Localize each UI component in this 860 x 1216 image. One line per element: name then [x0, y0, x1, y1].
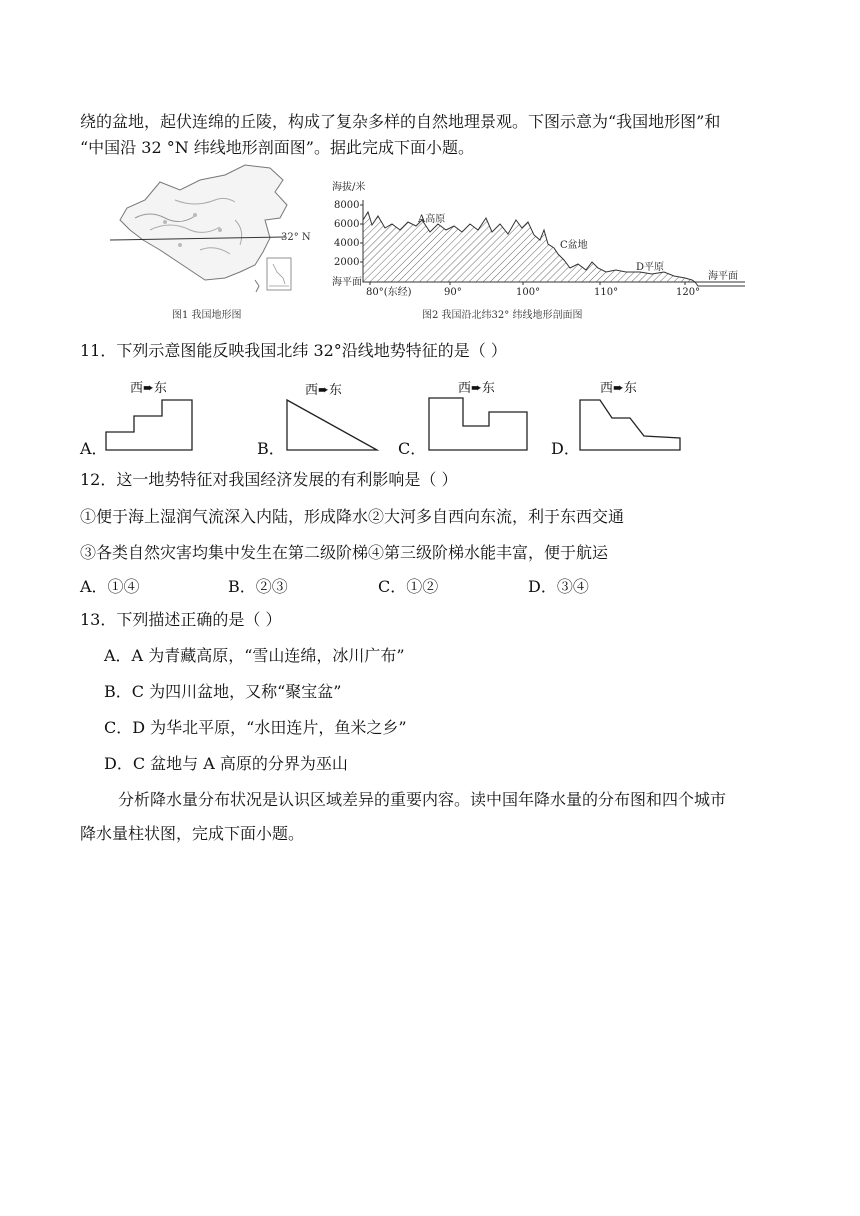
q11-option-b-diagram[interactable] [285, 398, 380, 452]
figure-1-caption: 图1 我国地形图 [172, 310, 242, 321]
q11-option-d-label[interactable]: D． [551, 439, 580, 458]
y-tick-4000: 4000 [334, 238, 360, 249]
label-a-plateau: A高原 [418, 214, 446, 225]
figure-2-profile [330, 180, 755, 300]
x-tick-100: 100° [516, 287, 541, 298]
y-tick-2000: 2000 [334, 257, 360, 268]
q11-option-d-diagram[interactable] [578, 398, 684, 452]
x-tick-110: 110° [594, 287, 619, 298]
map-lat-label: 32° N [281, 232, 311, 243]
intro-line-1: 绕的盆地，起伏连绵的丘陵，构成了复杂多样的自然地理景观。下图示意为“我国地形图”和 [80, 112, 721, 131]
china-map-illustration [105, 160, 320, 300]
q11-option-c-diagram[interactable] [427, 396, 531, 452]
intro-line-2: “中国沿 32 °N 纬线地形剖面图”。据此完成下面小题。 [80, 138, 474, 157]
next-passage-line-2: 降水量柱状图，完成下面小题。 [80, 824, 305, 843]
q11-a-direction: 西➨东 [130, 381, 167, 396]
q11-option-b-label[interactable]: B． [257, 439, 285, 458]
q12-statement-line-1: ①便于海上湿润气流深入内陆，形成降水②大河多自西向东流，利于东西交通 [80, 507, 625, 526]
q11-option-a-label[interactable]: A． [80, 439, 108, 458]
next-passage-line-1: 分析降水量分布状况是认识区域差异的重要内容。读中国年降水量的分布图和四个城市 [118, 790, 727, 809]
y-tick-sea-level: 海平面 [332, 277, 362, 288]
q11-c-direction: 西➨东 [458, 381, 495, 396]
q12-option-d[interactable]: D．③④ [528, 577, 589, 596]
q12-statement-line-2: ③各类自然灾害均集中发生在第二级阶梯④第三级阶梯水能丰富，便于航运 [80, 543, 609, 562]
label-d-plain: D平原 [636, 262, 665, 273]
x-tick-80: 80°(东经) [366, 287, 412, 298]
q13-option-b[interactable]: B．C 为四川盆地，又称“聚宝盆” [104, 682, 342, 701]
q13-option-c[interactable]: C．D 为华北平原，“水田连片，鱼米之乡” [104, 718, 407, 737]
x-tick-90: 90° [444, 287, 462, 298]
label-c-basin: C盆地 [560, 240, 588, 251]
x-tick-120: 120° [676, 287, 701, 298]
q12-option-a[interactable]: A．①④ [80, 577, 140, 596]
q13-option-a[interactable]: A．A 为青藏高原，“雪山连绵，冰川广布” [104, 646, 405, 665]
profile-chart [330, 180, 755, 300]
y-tick-6000: 6000 [334, 219, 360, 230]
q13-stem: 13．下列描述正确的是（ ） [80, 610, 282, 629]
y-axis-title: 海拔/米 [332, 182, 366, 193]
label-sea-level: 海平面 [708, 271, 738, 282]
q11-option-a-diagram[interactable] [104, 396, 196, 452]
q13-option-d[interactable]: D．C 盆地与 A 高原的分界为巫山 [104, 754, 348, 773]
q11-b-direction: 西➨东 [305, 383, 342, 398]
q12-option-c[interactable]: C．①② [378, 577, 439, 596]
q11-option-c-label[interactable]: C． [398, 439, 427, 458]
q12-stem: 12．这一地势特征对我国经济发展的有利影响是（ ） [80, 470, 458, 489]
q12-option-b[interactable]: B．②③ [228, 577, 288, 596]
y-tick-8000: 8000 [334, 200, 360, 211]
q11-stem: 11．下列示意图能反映我国北纬 32°沿线地势特征的是（ ） [80, 341, 507, 360]
figure-1-map [105, 160, 320, 300]
figure-2-caption: 图2 我国沿北纬32° 纬线地形剖面图 [422, 310, 583, 321]
q11-d-direction: 西➨东 [600, 381, 637, 396]
